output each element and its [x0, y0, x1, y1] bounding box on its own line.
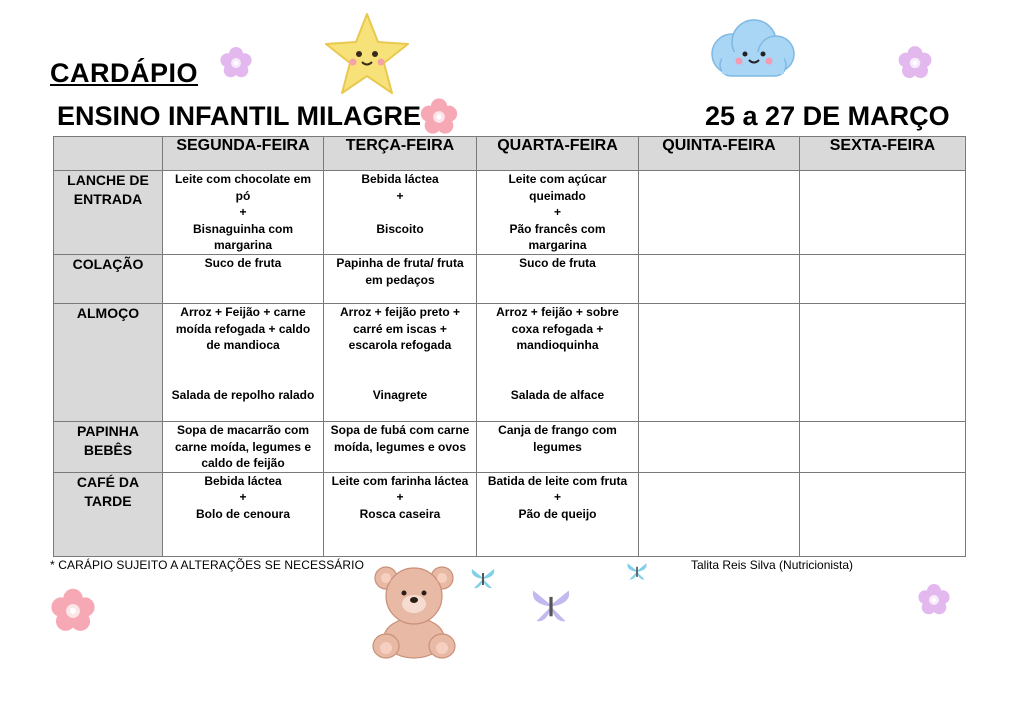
- dish-line: margarina: [528, 238, 587, 252]
- dish-line: +: [239, 490, 247, 504]
- meal-label: [54, 255, 163, 304]
- header-corner-cell: [54, 137, 163, 171]
- menu-title: CARDÁPIO: [50, 58, 199, 88]
- dish-line: Suco de fruta: [519, 256, 596, 270]
- dish-line: legumes: [533, 439, 582, 454]
- cell-spacer: [163, 354, 323, 387]
- menu-cell-tuesday: [324, 255, 477, 304]
- row-papinha-bebes: [54, 422, 966, 473]
- star-icon: [322, 10, 412, 98]
- dish-line: pó: [235, 188, 251, 203]
- menu-cell-monday: [163, 422, 324, 473]
- dish-line: Rosca caseira: [359, 506, 441, 521]
- row-almoco: [54, 304, 966, 422]
- cell-spacer: [324, 354, 476, 387]
- dish-line: Biscoito: [376, 221, 424, 236]
- nutritionist-signature: Talita Reis Silva (Nutricionista): [691, 558, 854, 572]
- menu-cell-thursday: [639, 304, 800, 422]
- menu-cell-thursday: [639, 255, 800, 304]
- dish-line: de mandioca: [206, 338, 280, 352]
- dish-line: mandioquinha: [516, 338, 599, 352]
- teddy-bear-icon: [366, 560, 462, 660]
- dish-line: Arroz + feijão + sobre: [496, 305, 619, 319]
- pink-flower-icon: [44, 586, 102, 636]
- meal-label: [54, 304, 163, 422]
- menu-cell-friday: [800, 171, 966, 255]
- meal-label-line: COLAÇÃO: [72, 256, 144, 272]
- butterfly-icon: [626, 560, 648, 582]
- menu-cell-wednesday: [477, 472, 639, 556]
- dish-line: em pedaços: [365, 272, 435, 287]
- menu-cell-monday: [163, 255, 324, 304]
- dish-line: Papinha de fruta/ fruta: [336, 256, 464, 270]
- dish-line: queimado: [529, 188, 586, 203]
- day-header-friday: SEXTA-FEIRA: [800, 137, 966, 171]
- dish-line: moída refogada + caldo: [175, 321, 311, 336]
- dish-line: carne moída, legumes e: [174, 439, 312, 454]
- dish-line: margarina: [213, 238, 273, 252]
- dish-line: Leite com farinha láctea: [331, 473, 469, 488]
- meal-label-line: PAPINHA: [77, 423, 139, 439]
- menu-cell-thursday: [639, 472, 800, 556]
- lilac-flower-icon: [916, 582, 952, 618]
- day-header-tuesday: TERÇA-FEIRA: [324, 137, 477, 171]
- menu-cell-tuesday: [324, 171, 477, 255]
- row-cafe-da-tarde: [54, 472, 966, 556]
- dish-line: Salada de repolho ralado: [171, 387, 315, 402]
- dish-line: caldo de feijão: [201, 456, 285, 470]
- dish-line: Bebida láctea: [361, 172, 439, 186]
- menu-cell-thursday: [639, 422, 800, 473]
- pink-flower-icon: [418, 96, 460, 138]
- menu-body: [54, 171, 966, 557]
- dish-line: Sopa de macarrão com: [176, 423, 310, 437]
- dish-line: Bisnaguinha com: [192, 221, 293, 236]
- days-header-row: [54, 137, 966, 171]
- dish-line: Batida de leite com fruta: [487, 473, 628, 488]
- row-colacao: [54, 255, 966, 304]
- dish-line: Bolo de cenoura: [195, 506, 290, 521]
- dish-line: +: [396, 490, 404, 504]
- dish-line: Canja de frango com: [498, 423, 617, 437]
- menu-cell-monday: [163, 472, 324, 556]
- meal-label: [54, 171, 163, 255]
- menu-cell-friday: [800, 422, 966, 473]
- dish-line: moída, legumes e ovos: [333, 439, 467, 454]
- dish-line: Vinagrete: [372, 387, 428, 402]
- footer-note: * CARÁPIO SUJEITO A ALTERAÇÕES SE NECESSÁRIO: [50, 558, 365, 572]
- menu-cell-monday: [163, 171, 324, 255]
- meal-label-line: BEBÊS: [83, 442, 133, 458]
- cell-spacer: [324, 204, 476, 221]
- meal-label: [54, 422, 163, 473]
- meal-label-line: ALMOÇO: [76, 305, 140, 321]
- dish-line: coxa refogada +: [511, 321, 604, 336]
- menu-cell-wednesday: [477, 304, 639, 422]
- school-name: ENSINO INFANTIL MILAGRE: [57, 101, 422, 131]
- cell-spacer: [477, 354, 638, 387]
- dish-line: Bebida láctea: [204, 473, 282, 488]
- menu-cell-friday: [800, 255, 966, 304]
- menu-cell-wednesday: [477, 422, 639, 473]
- lilac-flower-icon: [218, 45, 254, 81]
- meal-label-line: CAFÉ DA: [76, 473, 140, 490]
- butterfly-icon: [470, 565, 496, 591]
- lilac-flower-icon: [896, 44, 934, 82]
- menu-cell-thursday: [639, 171, 800, 255]
- row-lanche-de-entrada: [54, 171, 966, 255]
- menu-cell-tuesday: [324, 304, 477, 422]
- date-range: 25 a 27 DE MARÇO: [705, 101, 950, 131]
- meal-label-line: TARDE: [84, 492, 132, 509]
- dish-line: Suco de fruta: [204, 256, 282, 270]
- dish-line: Leite com açúcar: [508, 172, 607, 186]
- day-header-monday: SEGUNDA-FEIRA: [163, 137, 324, 171]
- menu-cell-wednesday: [477, 255, 639, 304]
- menu-table: [53, 136, 966, 557]
- menu-cell-tuesday: [324, 422, 477, 473]
- menu-cell-tuesday: [324, 472, 477, 556]
- dish-line: +: [396, 188, 404, 203]
- day-header-wednesday: QUARTA-FEIRA: [477, 137, 639, 171]
- menu-cell-wednesday: [477, 171, 639, 255]
- dish-line: Arroz + Feijão + carne: [180, 305, 306, 319]
- menu-cell-friday: [800, 304, 966, 422]
- cloud-icon: [702, 14, 800, 86]
- meal-label: [54, 472, 163, 556]
- dish-line: +: [553, 490, 561, 504]
- dish-line: +: [239, 205, 247, 219]
- dish-line: Leite com chocolate em: [174, 172, 312, 186]
- dish-line: Pão francês com: [509, 221, 606, 236]
- dish-line: Arroz + feijão preto +: [339, 305, 461, 319]
- meal-label-line: LANCHE DE: [67, 172, 149, 188]
- day-header-thursday: QUINTA-FEIRA: [639, 137, 800, 171]
- butterfly-icon: [528, 584, 574, 626]
- dish-line: Pão de queijo: [518, 506, 597, 521]
- dish-line: Salada de alface: [510, 387, 605, 402]
- meal-label-line: ENTRADA: [73, 191, 143, 207]
- dish-line: carré em iscas +: [353, 321, 447, 336]
- menu-cell-monday: [163, 304, 324, 422]
- dish-line: Sopa de fubá com carne: [330, 423, 470, 437]
- dish-line: escarola refogada: [348, 338, 452, 352]
- menu-cell-friday: [800, 472, 966, 556]
- dish-line: +: [553, 205, 561, 219]
